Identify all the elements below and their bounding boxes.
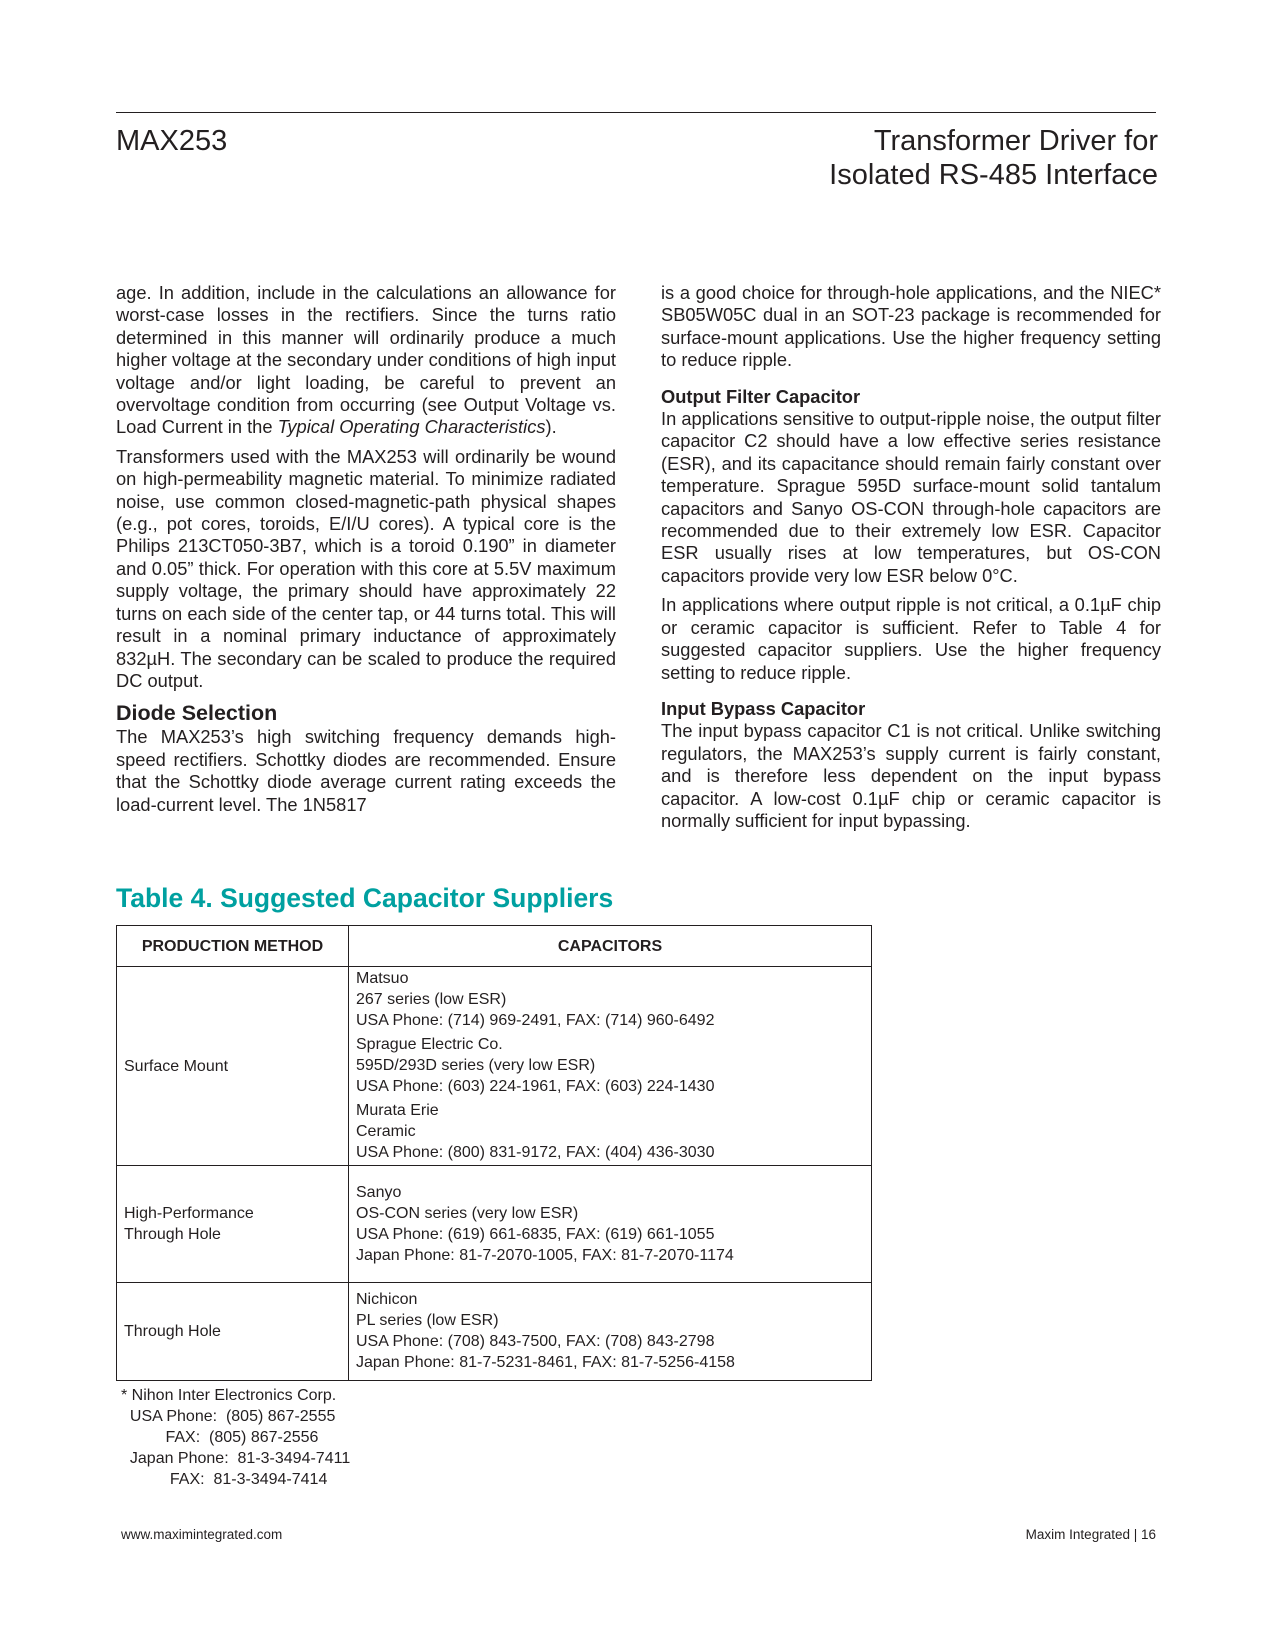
paragraph-rectifier-choice: is a good choice for through-hole applications, and the NIEC* SB05W05C dual in an SOT-23 package is recommended for surface-mount applications. Use the higher frequency setting to reduce ripple.: [661, 282, 1161, 371]
heading-output-filter-capacitor: Output Filter Capacitor: [661, 385, 861, 407]
supplier-entry: Sanyo OS-CON series (very low ESR) USA Phone: (619) 661-6835, FAX: (619) 661-1055 Japan Phone: 81-7-2070-1005, FAX: 81-7-2070-1174: [356, 1183, 734, 1264]
capacitors-cell: [349, 1166, 872, 1283]
paragraph-losses: age. In addition, include in the calculations an allowance for worst-case losses in the rectifiers. Since the turns ratio determined in this manner will ordinarily produce a much higher voltage at the secondary under conditions of high input voltage and/or light loading, be careful to prevent an overvoltage condition from occurring (see Output Voltage vs. Load Current in the Typical Operating Characteristics).: [116, 282, 616, 438]
capacitors-cell: [349, 967, 872, 1166]
production-method-cell: High-Performance Through Hole: [117, 1166, 349, 1283]
table-title: Table 4. Suggested Capacitor Suppliers: [116, 883, 614, 913]
paragraph-diodes: The MAX253’s high switching frequency demands high-speed rectifiers. Schottky diodes are recommended. Ensure that the Schottky diode average current rating exceeds the load-current level. The 1N5817: [116, 726, 616, 815]
left-column: [116, 282, 616, 823]
paragraph-input-bypass: The input bypass capacitor C1 is not critical. Unlike switching regulators, the MAX253’s supply current is fairly constant, and is therefore less dependent on the input bypass capacitor. A low-cost 0.1µF chip or ceramic capacitor is normally sufficient for input bypassing.: [661, 720, 1161, 831]
document-title: [658, 124, 1158, 192]
table-row: [117, 1166, 872, 1283]
document-title-line2: Isolated RS-485 Interface: [829, 159, 1158, 191]
production-method-cell: Through Hole: [117, 1283, 349, 1381]
part-number: MAX253: [116, 125, 228, 157]
table-header-row: [117, 926, 872, 967]
heading-input-bypass-capacitor: Input Bypass Capacitor: [661, 697, 866, 719]
supplier-entry: Nichicon PL series (low ESR) USA Phone: (708) 843-7500, FAX: (708) 843-2798 Japan Phone: 81-7-5231-8461, FAX: 81-7-5256-4158: [356, 1291, 735, 1371]
table-row: [117, 1283, 872, 1381]
right-column: [661, 282, 1161, 839]
column-header-production-method: PRODUCTION METHOD: [117, 926, 349, 967]
paragraph-transformers: Transformers used with the MAX253 will ordinarily be wound on high-permeability magnetic material. To minimize radiated noise, use common closed-magnetic-path physical shapes (e.g., pot cores, toroids, E/I/U cores). A typical core is the Philips 213CT050-3B7, which is a toroid 0.190” in diameter and 0.05” thick. For operation with this core at 5.5V maximum supply voltage, the primary should have approximately 22 turns on each side of the center tap, or 44 turns total. This will result in a nominal primary inductance of approximately 832µH. The secondary can be scaled to produce the required DC output.: [116, 445, 616, 691]
header-rule: [116, 112, 1156, 113]
supplier-entry: Matsuo 267 series (low ESR) USA Phone: (714) 969-2491, FAX: (714) 960-6492: [356, 970, 715, 1029]
table-footnote: * Nihon Inter Electronics Corp. USA Phone: (805) 867-2555 FAX: (805) 867-2556 Japan Phone: 81-3-3494-7411 FAX: 81-3-3494-7414: [121, 1387, 351, 1488]
italic-reference: Typical Operating Characteristics: [277, 416, 546, 438]
heading-diode-selection: Diode Selection: [116, 701, 278, 726]
footer-website-link[interactable]: www.maximintegrated.com: [121, 1527, 283, 1542]
document-title-line1: Transformer Driver for: [873, 125, 1158, 157]
table-row: [117, 967, 872, 1166]
footer-page-number: Maxim Integrated | 16: [1025, 1527, 1156, 1542]
supplier-entry: Murata Erie Ceramic USA Phone: (800) 831-9172, FAX: (404) 436-3030: [356, 1102, 715, 1161]
column-header-capacitors: CAPACITORS: [349, 926, 872, 967]
production-method-cell: Surface Mount: [117, 967, 349, 1166]
supplier-entry: Sprague Electric Co. 595D/293D series (very low ESR) USA Phone: (603) 224-1961, FAX: (603) 224-1430: [356, 1036, 715, 1095]
capacitors-cell: [349, 1283, 872, 1381]
paragraph-output-filter: In applications sensitive to output-ripple noise, the output filter capacitor C2 should have a low effective series resistance (ESR), and its capacitance should remain fairly constant over temperature. Sprague 595D surface-mount solid tantalum capacitors and Sanyo OS-CON through-hole capacitors are recommended due to their extremely low ESR. Capacitor ESR usually rises at low temperatures, but OS-CON capacitors provide very low ESR below 0°C.: [661, 408, 1161, 586]
paragraph-output-ripple: In applications where output ripple is not critical, a 0.1µF chip or ceramic capacitor is sufficient. Refer to Table 4 for suggested capacitor suppliers. Use the higher frequency setting to reduce ripple.: [661, 594, 1161, 683]
capacitor-suppliers-table: [116, 925, 872, 1381]
